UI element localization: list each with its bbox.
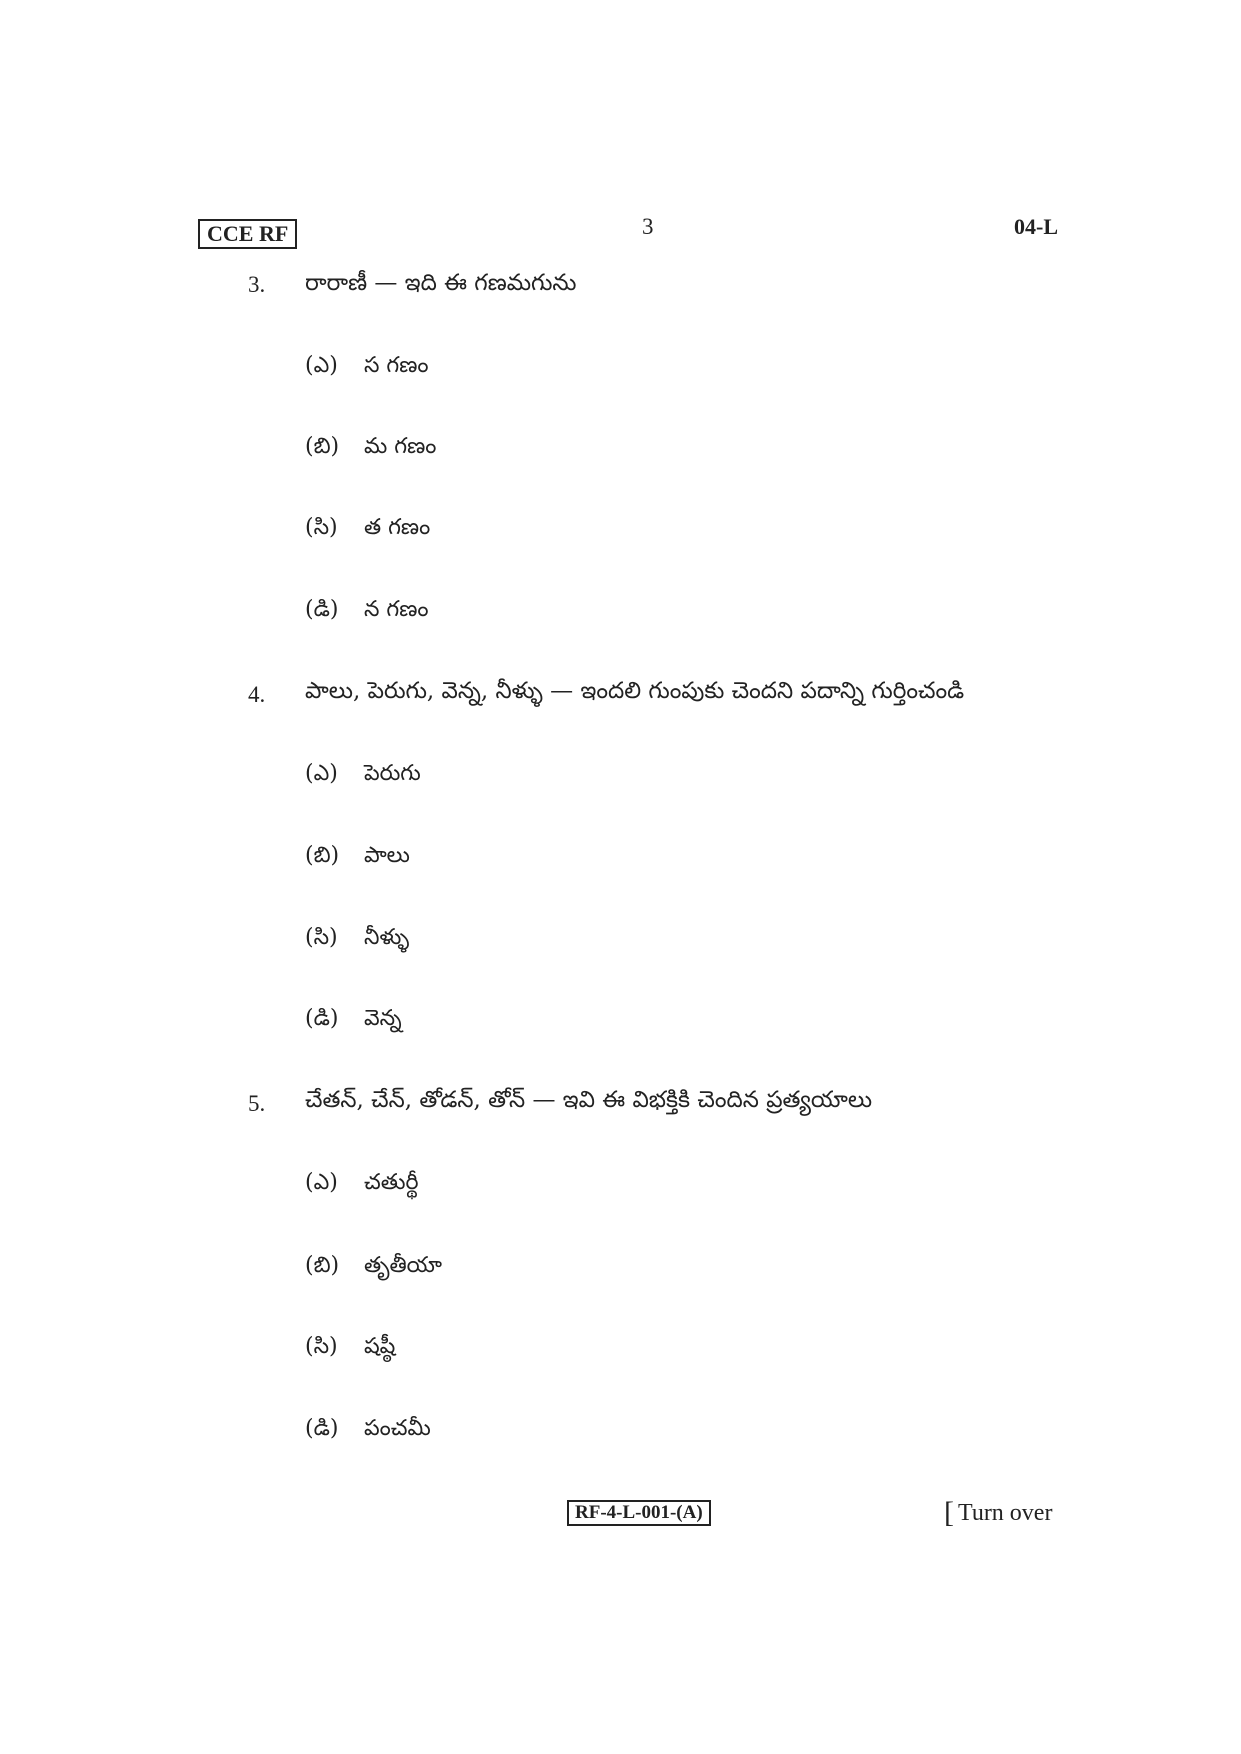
- question-text: చేతన్, చేన్, తోడన్, తోన్ — ఇవి ఈ విభక్తికి చెందిన ప్రత్యయాలు: [305, 1087, 873, 1113]
- page-number: 3: [642, 214, 654, 239]
- header-right-code: 04-L: [1014, 214, 1058, 239]
- option-b: [305, 434, 436, 464]
- option-letter: (సి): [305, 1334, 338, 1359]
- option-a: [305, 353, 429, 383]
- option-text: పెరుగు: [364, 761, 421, 786]
- option-d: [305, 597, 429, 627]
- option-c: [305, 1334, 395, 1364]
- option-letter: (డి): [305, 1416, 339, 1441]
- option-text: చతుర్థీ: [364, 1170, 419, 1195]
- option-text: పంచమీ: [364, 1416, 431, 1441]
- option-b: [305, 843, 410, 873]
- option-letter: (బి): [305, 843, 340, 868]
- option-text: స గణం: [364, 353, 429, 378]
- option-text: వెన్న: [364, 1006, 402, 1031]
- turn-over-text: Turn over: [958, 1500, 1053, 1526]
- option-a: [305, 1170, 419, 1200]
- option-text: మ గణం: [364, 434, 437, 459]
- option-text: న గణం: [364, 597, 429, 622]
- question-text: రారాణీ — ఇది ఈ గణమగును: [305, 270, 577, 296]
- turn-over-note: [944, 1496, 1052, 1530]
- option-d: [305, 1416, 431, 1446]
- option-letter: (ఎ): [305, 353, 338, 378]
- option-letter: (డి): [305, 597, 339, 622]
- option-letter: (సి): [305, 515, 338, 540]
- question-number: 5.: [248, 1091, 266, 1116]
- question-number: 3.: [248, 272, 266, 297]
- option-letter: (బి): [305, 1253, 340, 1278]
- option-c: [305, 925, 409, 955]
- option-d: [305, 1006, 402, 1036]
- option-a: [305, 761, 421, 791]
- question-text: పాలు, పెరుగు, వెన్న, నీళ్ళు — ఇందలి గుంపుకు చెందని పదాన్ని గుర్తించండి: [305, 678, 965, 704]
- option-text: పాలు: [364, 843, 410, 868]
- turn-over-bracket: [: [944, 1496, 954, 1529]
- header-left-code: CCE RF: [198, 219, 297, 249]
- option-b: [305, 1253, 442, 1283]
- option-text: తృతీయా: [364, 1253, 443, 1278]
- option-letter: (డి): [305, 1006, 339, 1031]
- option-c: [305, 515, 430, 545]
- option-text: త గణం: [364, 515, 431, 540]
- option-text: నీళ్ళు: [364, 925, 410, 950]
- option-letter: (సి): [305, 925, 338, 950]
- option-letter: (బి): [305, 434, 340, 459]
- option-text: షష్ఠీ: [364, 1334, 396, 1359]
- option-letter: (ఎ): [305, 1170, 338, 1195]
- question-number: 4.: [248, 682, 266, 707]
- footer-paper-code: RF-4-L-001-(A): [567, 1500, 711, 1526]
- option-letter: (ఎ): [305, 761, 338, 786]
